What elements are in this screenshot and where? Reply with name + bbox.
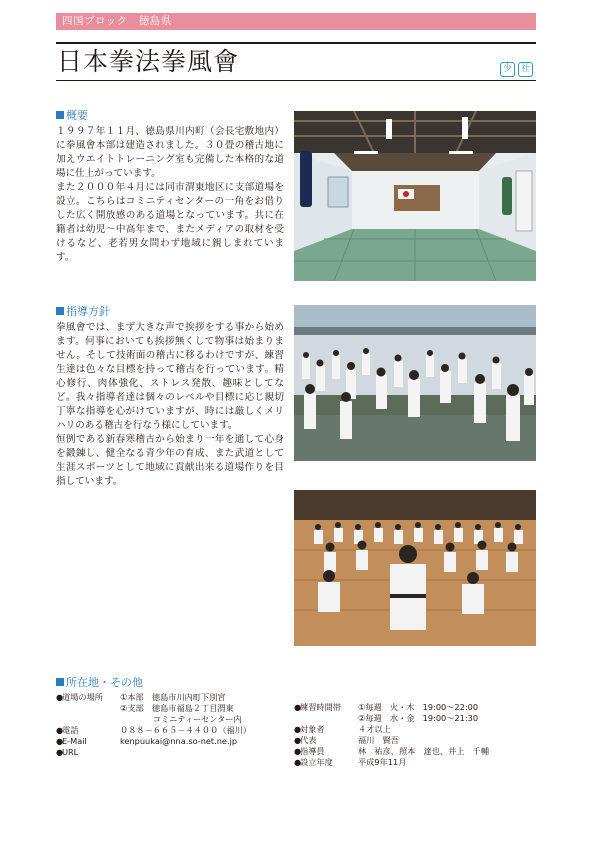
bullet-icon: ● [56,747,64,757]
policy-heading: 指導方針 [56,305,110,319]
bullet-icon: ● [294,724,302,734]
overview-heading: 概要 [56,109,88,123]
info-row: ②毎週 水・金 19:00～21:30 [358,713,479,723]
policy-paragraph: 拳風會では、まず大きな声で挨拶をする事から始めます。何事においても挨拶無くして物事は始まりません。そして技術面の稽古に移るわけですが、練習生達は色々な目標を持って稽古を行っています。精心修行、肉体強化、ストレス発散、趣味としてなど。我々指導者達は個々のレベルや目標に応じ親切丁寧な指導を心がけていますが、時には厳しくメリハリのある稽古を行なう様にしています。 [56,322,284,431]
bullet-icon: ● [56,736,64,746]
info-row: ● 指導員 林 祐彦、照本 達也、井上 千輔 [294,746,490,756]
location-heading: 所在地・その他 [56,676,143,690]
info-row: ②支部 徳島市福島２丁目渭東 [120,703,234,713]
badge-adult: 社 [518,62,533,77]
email-link[interactable]: kenpuukai@nna.so-net.ne.jp [120,736,238,746]
outdoor-training-photo [294,305,536,461]
info-row: ● URL [56,747,79,757]
page-title: 日本拳法拳風會 [57,47,240,76]
bullet-icon: ● [294,702,302,712]
badge-youth: 少 [500,62,515,77]
policy-paragraph: 恒例である新春寒稽古から始まり一年を通して心身を鍛錬し、健全なる青少年の育成、また武道として生涯スポーツとして地域に貢献出来る道場作りを目指しています。 [56,434,284,487]
info-row: ● 道場の場所 ①本部 徳島市川内町下別宮 [56,692,226,702]
info-row: ● 練習時間帯 ①毎週 火・木 19:00～22:00 [294,702,479,712]
group-training-photo [294,490,536,646]
info-row: ● 対象者 ４才以上 [294,724,391,734]
bullet-icon: ● [56,725,64,735]
info-row: コミニティーセンター内 [120,714,242,724]
dojo-interior-photo [294,111,536,281]
bullet-icon: ● [294,746,302,756]
info-row: ● 設立年度 平成9年11月 [294,757,407,767]
location-info-right [294,702,489,768]
title-top-rule [56,42,536,44]
region-label: 四国ブロック 徳島県 [56,13,536,30]
square-icon [56,307,64,315]
location-info-left [56,692,251,758]
square-icon [56,678,64,686]
category-badges [500,62,533,77]
bullet-icon: ● [294,735,302,745]
square-icon [56,111,64,119]
bullet-icon: ● [294,757,302,767]
overview-paragraph: また２０００年４月には同市渭東地区に支部道場を設立。こちらはコミニティセンターの一角をお借りした広く開放感のある道場となっています。共に在籍者は幼児～中高年まで、またメディアの取材を受けるなど、老若男女問わず地域に親しまれています。 [56,182,284,263]
info-row: ● 代表 福川 賢吾 [294,735,399,745]
overview-paragraph: １９９７年１１月、徳島県川内町（会長宅敷地内）に拳風會本部は建造されました。３０畳の稽古地に加えウエイトトレーニング室も完備した本格的な道場に仕上がっています。 [56,126,284,179]
overview-text [56,125,284,265]
policy-text [56,321,284,489]
bullet-icon: ● [56,692,64,702]
info-row: ● E-Mail kenpuukai@nna.so-net.ne.jp [56,736,238,746]
title-bottom-rule [56,80,536,81]
info-row: ● 電話 ０８８－６６５－４４００（福川） [56,725,252,735]
